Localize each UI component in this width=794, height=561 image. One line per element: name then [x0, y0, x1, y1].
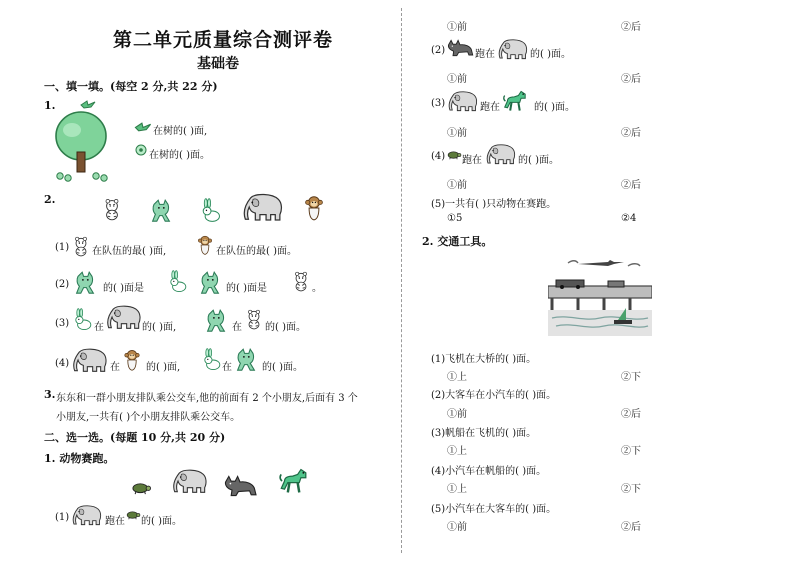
race-s5-text: (5)一共有( )只动物在赛跑。	[431, 199, 557, 210]
transport-q2: (2)大客车在小汽车的( )面。	[431, 390, 557, 401]
turtle-icon	[125, 509, 141, 520]
race-s4-text: 跑在	[462, 155, 482, 166]
page-subtitle: 基础卷	[197, 56, 239, 72]
horse-icon	[278, 466, 314, 496]
option-2: ②后	[621, 409, 641, 420]
tiger-icon	[290, 270, 312, 292]
column-divider	[401, 8, 402, 553]
option-1: ①前	[447, 522, 467, 533]
option-2: ②4	[621, 213, 637, 224]
option-2: ②后	[621, 22, 641, 33]
option-2: ②下	[621, 446, 641, 457]
row-label: (2)	[431, 45, 446, 56]
bird-icon	[80, 99, 96, 111]
race-s1-text: 的( )面。	[141, 516, 182, 527]
rabbit-icon	[200, 348, 224, 372]
q2-r3-text: 在	[94, 322, 104, 333]
transport-q4: (4)小汽车在帆船的( )面。	[431, 466, 547, 477]
option-2: ②后	[621, 128, 641, 139]
q2-r2-text: 的( )面是	[226, 283, 267, 294]
q1-line-a: 在树的( )面,	[153, 126, 208, 137]
elephant-icon	[70, 502, 104, 528]
horse-icon	[502, 88, 532, 114]
question-number: 2.	[44, 193, 56, 206]
rabbit-icon	[198, 198, 224, 224]
elephant-icon	[446, 88, 480, 114]
option-1: ①上	[447, 484, 467, 495]
tiger-icon	[100, 197, 124, 221]
transport-q3: (3)帆船在飞机的( )面。	[431, 428, 537, 439]
bridge-scene-icon	[548, 250, 652, 336]
row-label: (3)	[55, 318, 70, 329]
option-2: ②后	[621, 180, 641, 191]
dog-icon	[146, 196, 176, 224]
section-fill-heading: 一、填一填。(每空 2 分,共 22 分)	[44, 80, 218, 93]
race-s3-text: 的( )面。	[534, 102, 575, 113]
section-choose-heading: 二、选一选。(每题 10 分,共 20 分)	[44, 431, 226, 444]
q2-r3-text: 的( )面,	[142, 322, 177, 333]
q2-r2-end: 。	[312, 283, 322, 294]
tiger-icon	[243, 308, 265, 330]
race-s1-text: 跑在	[105, 516, 125, 527]
elephant-icon	[170, 466, 210, 496]
q2-r2-text: 的( )面是	[103, 283, 144, 294]
dog-icon	[70, 268, 100, 296]
transport-q5: (5)小汽车在大客车的( )面。	[431, 504, 557, 515]
row-label: (1)	[55, 242, 70, 253]
option-2: ②下	[621, 372, 641, 383]
transport-title: 2. 交通工具。	[422, 235, 493, 248]
rabbit-icon	[166, 270, 190, 294]
option-2: ②后	[621, 522, 641, 533]
row-label: (1)	[55, 512, 70, 523]
turtle-icon	[446, 149, 462, 160]
question-number: 3.	[44, 388, 56, 401]
q2-r4-text: 的( )面,	[146, 362, 181, 373]
monkey-icon	[194, 233, 216, 257]
bird-icon	[134, 121, 152, 134]
elephant-icon	[240, 190, 286, 224]
turtle-icon	[130, 480, 152, 495]
option-1: ①前	[447, 128, 467, 139]
rabbit-icon	[71, 308, 95, 332]
monkey-icon	[120, 346, 144, 374]
q3-line2: 小朋友,一共有( )个小朋友排队乘公交车。	[56, 412, 241, 423]
q2-r1-text: 在队伍的最( )面,	[92, 246, 167, 257]
option-1: ①5	[447, 213, 463, 224]
row-label: (4)	[55, 358, 70, 369]
row-label: (3)	[431, 98, 446, 109]
q2-r4-text: 在	[110, 362, 120, 373]
q2-r4-text: 在	[222, 362, 232, 373]
cat-icon	[446, 38, 474, 58]
race-s2-text: 跑在	[475, 49, 495, 60]
option-2: ②后	[621, 74, 641, 85]
cat-icon	[222, 474, 258, 498]
elephant-icon	[496, 36, 530, 62]
option-1: ①上	[447, 372, 467, 383]
transport-q1: (1)飞机在大桥的( )面。	[431, 354, 537, 365]
option-1: ①上	[447, 446, 467, 457]
row-label: (2)	[55, 279, 70, 290]
dog-icon	[232, 345, 260, 373]
q3-line1: 东东和一群小朋友排队乘公交车,他的前面有 2 个小朋友,后面有 3 个	[56, 393, 358, 404]
dog-icon	[196, 268, 224, 296]
q2-r4-text: 的( )面。	[262, 362, 303, 373]
monkey-icon	[300, 193, 328, 223]
option-1: ①前	[447, 180, 467, 191]
question-number: 1.	[44, 99, 56, 112]
option-1: ①前	[447, 22, 467, 33]
elephant-icon	[104, 302, 144, 332]
page-title: 第二单元质量综合测评卷	[113, 29, 334, 51]
row-label: (4)	[431, 151, 446, 162]
race-s2-text: 的( )面。	[530, 49, 571, 60]
elephant-icon	[70, 344, 110, 376]
dog-icon	[202, 306, 230, 334]
race-title: 1. 动物赛跑。	[44, 452, 115, 465]
elephant-icon	[484, 141, 518, 167]
race-s3-text: 跑在	[480, 102, 500, 113]
q2-r3-text: 在	[232, 322, 242, 333]
race-s4-text: 的( )面。	[518, 155, 559, 166]
flower-icon	[134, 143, 148, 157]
q1-line-b: 在树的( )面。	[149, 150, 210, 161]
tree-icon	[52, 108, 110, 184]
tiger-icon	[70, 235, 92, 257]
option-2: ②下	[621, 484, 641, 495]
q2-r1-text: 在队伍的最( )面。	[216, 246, 297, 257]
option-1: ①前	[447, 409, 467, 420]
q2-r3-text: 的( )面。	[265, 322, 306, 333]
option-1: ①前	[447, 74, 467, 85]
